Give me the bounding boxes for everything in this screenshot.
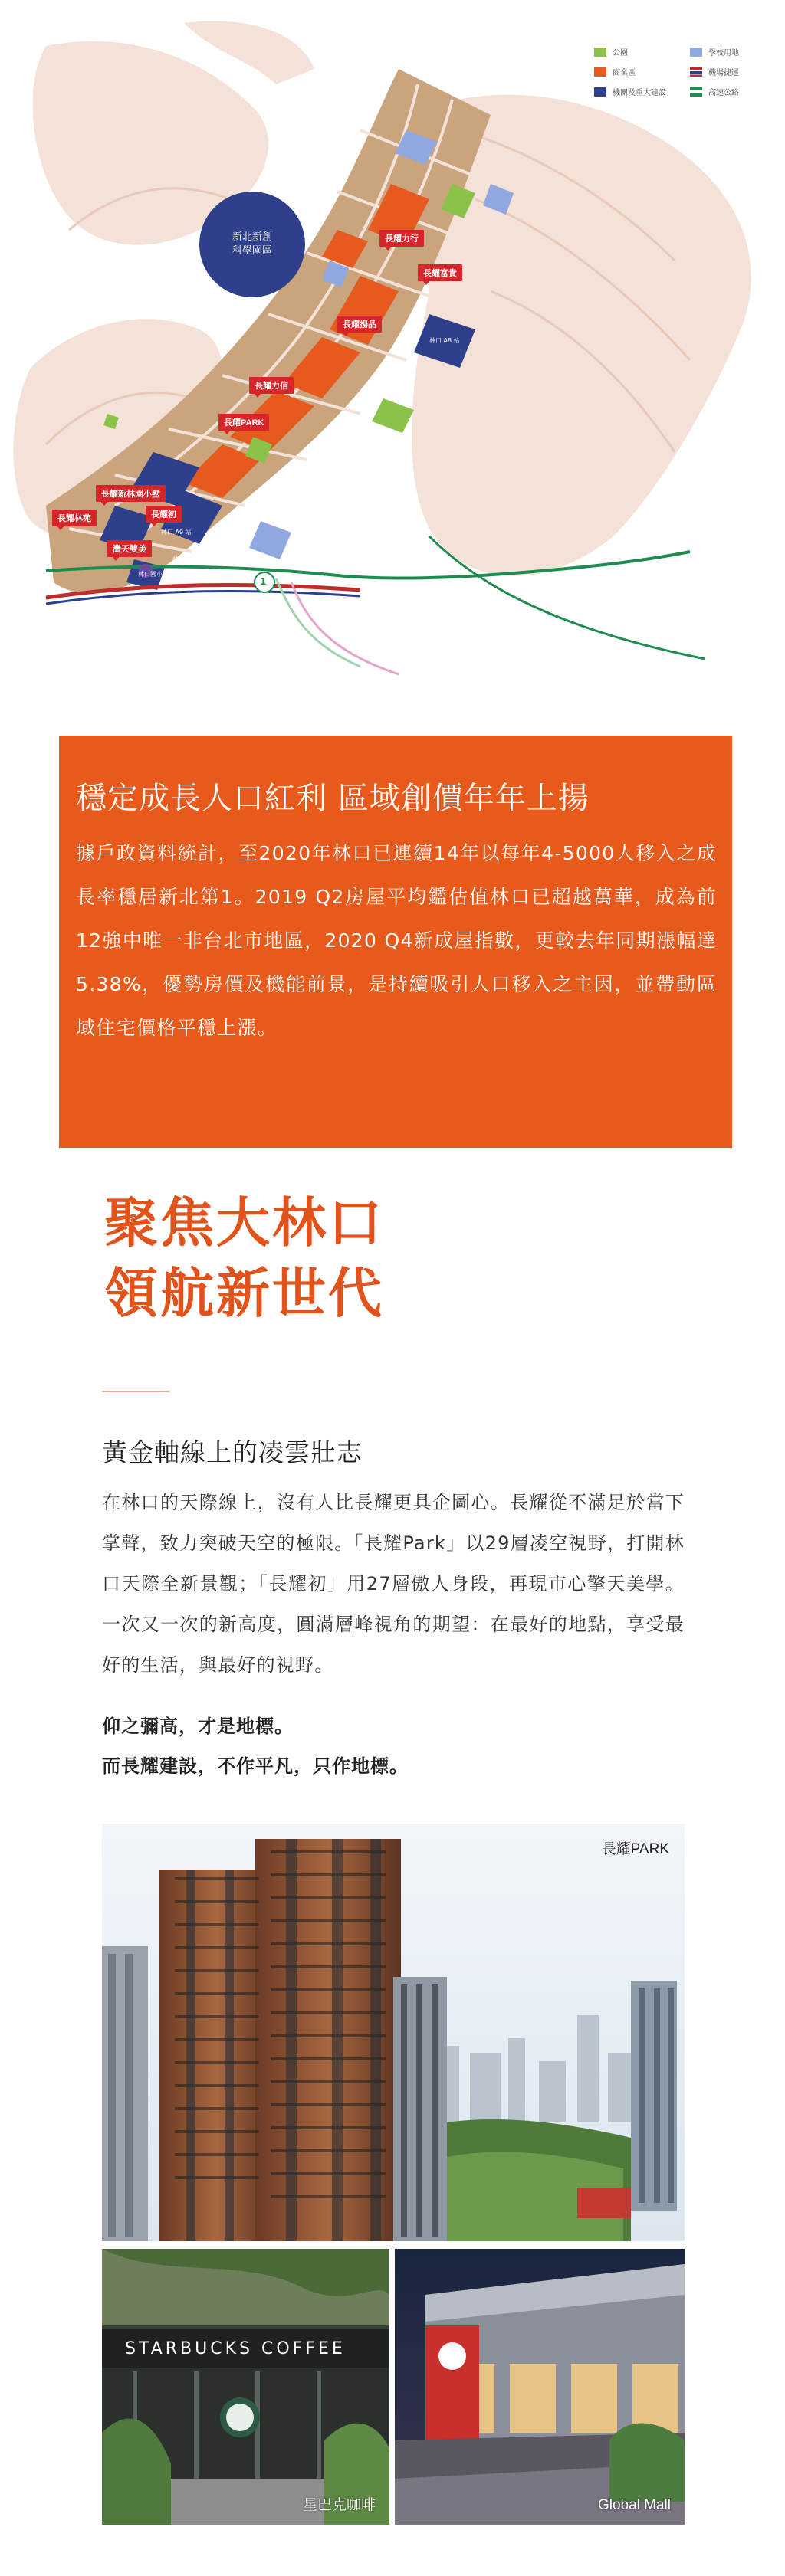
map-graphic (0, 0, 785, 690)
highway-swatch-icon (690, 87, 702, 97)
legend-label: 機關及重大建設 (613, 89, 666, 97)
science-park-label-line1: 新北新創 (232, 231, 272, 244)
project-label[interactable]: 長耀新林園小墅 (96, 485, 166, 502)
highway-exit-icon: 1 (260, 576, 267, 587)
station-tag: 林口 A9 站 (161, 529, 192, 536)
headline-line1: 聚焦大林口 (104, 1191, 384, 1254)
project-label[interactable]: 長耀力信 (249, 377, 294, 394)
global-mall-photo (395, 2249, 685, 2525)
science-park-marker (199, 192, 305, 297)
legend-label: 學校用地 (708, 49, 739, 57)
intro-title: 穩定成長人口紅利 區域創價年年上揚 (76, 781, 590, 816)
tower-photo-caption: 長耀PARK (601, 1841, 669, 1857)
legend-park (594, 46, 628, 57)
story-subtitle: 黃金軸線上的凌雲壯志 (102, 1437, 363, 1467)
commercial-swatch-icon (594, 67, 606, 77)
headline-line2: 領航新世代 (104, 1261, 384, 1325)
science-park-label-line2: 科學園區 (232, 245, 272, 257)
starbucks-sign: STARBUCKS COFFEE (125, 2339, 346, 2358)
government-swatch-icon (594, 87, 606, 97)
legend-label: 機場捷運 (708, 69, 739, 77)
district-map (0, 0, 785, 690)
project-label[interactable]: 長耀揚晶 (337, 316, 382, 333)
story-tagline-1: 仰之彌高，才是地標。 (102, 1716, 294, 1737)
station-tag: 林口 A8 站 (429, 337, 460, 344)
project-label[interactable]: 長耀富貴 (418, 264, 462, 281)
school-swatch-icon (690, 48, 702, 57)
legend-school (690, 46, 739, 57)
project-label[interactable]: 長耀初 (146, 506, 182, 523)
legend-label: 商業區 (613, 69, 636, 77)
global-mall-photo-caption: Global Mall (597, 2497, 671, 2513)
legend-highway (690, 86, 739, 97)
starbucks-photo-caption: 星巴克咖啡 (302, 2497, 376, 2513)
tower-photo (102, 1824, 685, 2241)
section-divider (102, 1391, 169, 1392)
legend-government (594, 86, 666, 97)
story-tagline-2: 而長耀建設，不作平凡，只作地標。 (102, 1755, 409, 1777)
project-label[interactable]: 長耀力行 (379, 230, 424, 247)
project-label[interactable]: 灣天雙美 (107, 540, 152, 557)
starbucks-photo (102, 2249, 389, 2525)
intro-body: 據戶政資料統計，至2020年林口已連續14年以每年4-5000人移入之成長率穩居新北第1。2019 Q2房屋平均鑑估值林口已超越萬華，成為前12強中唯一非台北市地區，2020 Q4新成屋指數，更較去年同期漲幅達5.38%，優勢房價及機能前景，是持續吸引人口移入之主因，並帶動區域住宅價格平穩上漲。 (76, 842, 717, 1039)
legend-commercial (594, 66, 636, 77)
story-body: 在林口的天際線上，沒有人比長耀更具企圖心。長耀從不滿足於當下掌聲，致力突破天空的極限。「長耀Park」以29層凌空視野，打開林口天際全新景觀；「長耀初」用27層傲人身段，再現市心擎天美學。一次又一次的新高度，圓滿層峰視角的期望：在最好的地點，享受最好的生活，與最好的視野。 (102, 1492, 685, 1676)
legend-label: 公園 (613, 49, 628, 57)
intro-panel (59, 736, 732, 1148)
project-label[interactable]: 長耀林苑 (52, 510, 97, 526)
legend-airport-mrt (690, 66, 739, 77)
school-tag: 林口國中 (172, 556, 197, 562)
main-headline (104, 1188, 384, 1329)
legend-label: 高速公路 (708, 89, 739, 97)
project-label[interactable]: 長耀PARK (218, 414, 269, 431)
school-tag: 林口國小 (138, 571, 163, 578)
park-swatch-icon (594, 48, 606, 57)
airport-mrt-swatch-icon (690, 67, 702, 77)
